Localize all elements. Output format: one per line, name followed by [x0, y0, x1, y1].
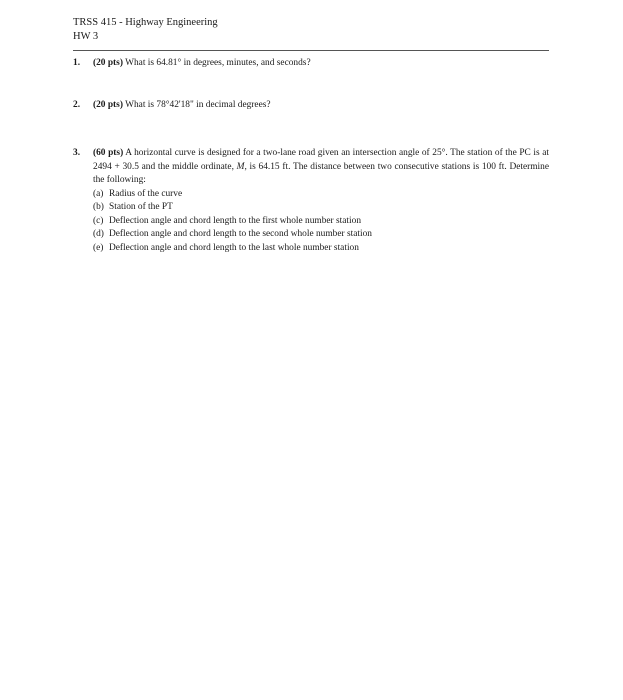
question-2: [73, 99, 549, 113]
sub-question-letter: (d): [93, 229, 104, 239]
sub-question-letter: (a): [93, 188, 104, 199]
sub-question-text: Radius of the curve: [109, 188, 183, 199]
sub-question-text: Station of the PT: [109, 202, 173, 212]
question-points: (60 pts): [93, 148, 124, 158]
question-text: What is 64.81° in degrees, minutes, and seconds?: [125, 58, 311, 68]
question-text: What is 78°42'18" in decimal degrees?: [125, 100, 271, 110]
question-3: [73, 147, 549, 255]
question-number: 1.: [73, 58, 81, 68]
sub-question-text: Deflection angle and chord length to the second whole number station: [109, 229, 372, 239]
sub-question-d: [93, 228, 549, 242]
question-number: 2.: [73, 100, 81, 110]
question-number: 3.: [73, 148, 81, 158]
document-header: [73, 16, 218, 44]
assignment-label: HW 3: [73, 31, 99, 42]
question-1: [73, 57, 549, 71]
question-points: (20 pts): [93, 100, 123, 110]
sub-question-letter: (e): [93, 242, 104, 253]
sub-question-c: [93, 215, 549, 229]
sub-question-b: [93, 201, 549, 215]
sub-question-letter: (b): [93, 202, 104, 212]
middle-ordinate-variable: M: [236, 161, 245, 172]
question-text-part-a: A horizontal curve is designed for a two-lane road given an intersection angle of 25°. The station of the PC is at 2494 + 30.5 and the middle ordinate,: [93, 148, 550, 172]
sub-question-text: Deflection angle and chord length to the first whole number station: [109, 215, 362, 226]
question-text-part-b: , is 64.15 ft. The distance between two consecutive stations is 100 ft. Determine the following:: [93, 161, 550, 185]
sub-question-list: [93, 188, 549, 256]
header-divider: [73, 50, 549, 51]
course-title: TRSS 415 - Highway Engineering: [73, 17, 218, 28]
sub-question-text: Deflection angle and chord length to the last whole number station: [109, 242, 359, 253]
question-points: (20 pts): [93, 58, 123, 68]
sub-question-e: [93, 242, 549, 256]
sub-question-a: [93, 188, 549, 202]
sub-question-letter: (c): [93, 215, 104, 226]
